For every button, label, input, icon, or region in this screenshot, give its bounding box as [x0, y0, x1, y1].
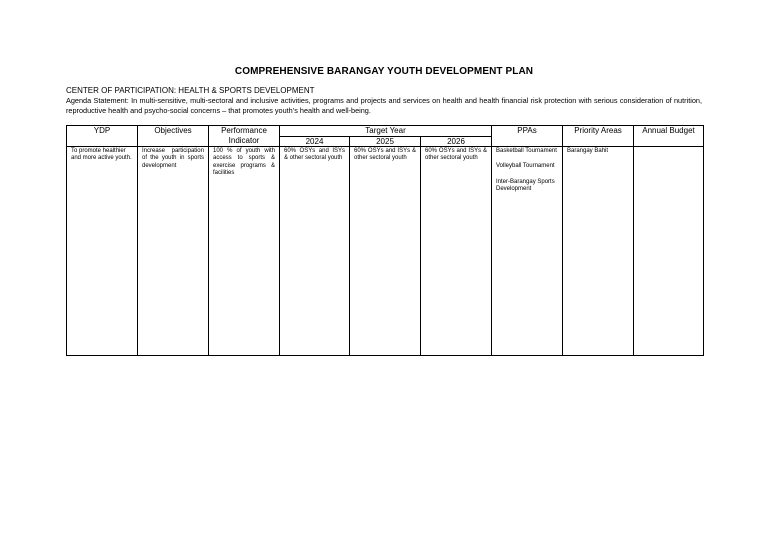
cell-ppas: [492, 147, 563, 356]
cell-performance-indicator: 100 % of youth with access to sports & exercise programs & facilities: [209, 147, 280, 356]
document-title: COMPREHENSIVE BARANGAY YOUTH DEVELOPMENT PLAN: [234, 66, 534, 77]
cell-target-2025: 60% OSYs and ISYs & other sectoral youth: [350, 147, 421, 356]
header-row: [67, 126, 704, 137]
agenda-statement: Agenda Statement: In multi-sensitive, multi-sectoral and inclusive activities, programs and projects and services on health and health financial risk protection with serious consideration of nutrition, reproductive health and psycho-social concerns – that promotes youth’s health and well-being.: [66, 96, 702, 115]
header-ydp: YDP: [67, 126, 138, 147]
cell-annual-budget: [634, 147, 704, 356]
ppa-item: Basketball Tournament: [496, 148, 557, 154]
header-priority-areas: Priority Areas: [563, 126, 634, 147]
table-row: [67, 147, 704, 356]
cell-objectives: Increase participation of the youth in sports development: [138, 147, 209, 356]
header-year-2025: 2025: [350, 137, 421, 147]
header-performance-indicator: Performance Indicator: [209, 126, 280, 147]
center-of-participation: CENTER OF PARTICIPATION: HEALTH & SPORTS DEVELOPMENT: [66, 86, 315, 95]
header-year-2024: 2024: [280, 137, 350, 147]
cell-ydp: To promote healthier and more active youth.: [67, 147, 138, 356]
header-ppas: PPAs: [492, 126, 563, 147]
header-annual-budget: Annual Budget: [634, 126, 704, 147]
cell-priority-areas: Barangay Bahit: [563, 147, 634, 356]
ppa-item: Volleyball Tournament: [496, 163, 555, 170]
header-year-2026: 2026: [421, 137, 492, 147]
ppa-item: Inter-Barangay Sports Development: [496, 178, 555, 193]
header-target-year: Target Year: [280, 126, 492, 137]
header-objectives: Objectives: [138, 126, 209, 147]
cell-target-2024: 60% OSYs and ISYs & other sectoral youth: [280, 147, 350, 356]
cell-target-2026: 60% OSYs and ISYs & other sectoral youth: [421, 147, 492, 356]
development-plan-table: [66, 125, 704, 356]
